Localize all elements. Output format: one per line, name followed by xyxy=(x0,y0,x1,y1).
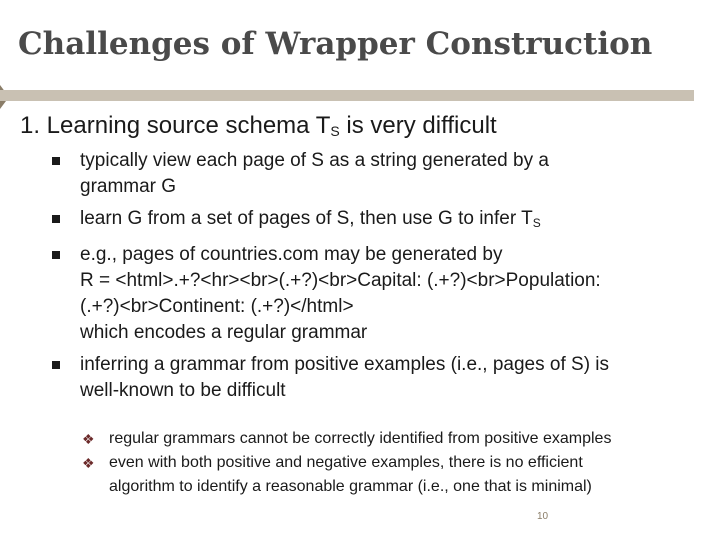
bullet-item xyxy=(52,148,702,200)
bullet-subscript: S xyxy=(532,216,541,230)
title-rule xyxy=(0,90,694,101)
bullet-item xyxy=(52,352,702,404)
diamond-bullet-icon: ❖ xyxy=(82,455,95,471)
square-bullet-icon xyxy=(52,251,60,259)
heading-text: 1. Learning source schema T xyxy=(20,112,331,139)
heading-tail: is very difficult xyxy=(339,112,497,139)
sub-bullet-item xyxy=(82,427,712,451)
square-bullet-icon xyxy=(52,215,60,223)
bullet-line: e.g., pages of countries.com may be generated by xyxy=(80,244,503,265)
page-number: 10 xyxy=(537,511,549,522)
bullet-line: typically view each page of S as a string generated by a xyxy=(80,150,549,171)
square-bullet-icon xyxy=(52,361,60,369)
bullet-line: which encodes a regular grammar xyxy=(80,322,368,343)
bullet-line: well-known to be difficult xyxy=(80,380,286,401)
slide-title: Challenges of Wrapper Construction xyxy=(18,26,653,62)
heading-subscript: S xyxy=(330,123,340,139)
bullet-item xyxy=(52,242,702,346)
bullet-line: grammar G xyxy=(80,176,177,197)
bullet-text: learn G from a set of pages of S, then use G to infer T xyxy=(80,208,533,229)
section-heading xyxy=(20,112,497,140)
bullet-list xyxy=(52,148,702,410)
sub-bullet-line: regular grammars cannot be correctly identified from positive examples xyxy=(109,430,612,447)
sub-bullet-line: algorithm to identify a reasonable grammar (i.e., one that is minimal) xyxy=(109,478,592,495)
bullet-line: R = <html>.+?<hr><br>(.+?)<br>Capital: (.+?)<br>Population: xyxy=(80,270,601,291)
sub-bullet-list xyxy=(82,427,712,499)
bullet-line: (.+?)<br>Continent: (.+?)</html> xyxy=(80,296,354,317)
diamond-bullet-icon: ❖ xyxy=(82,431,95,447)
sub-bullet-line: even with both positive and negative examples, there is no efficient xyxy=(109,454,583,471)
bullet-item xyxy=(52,206,702,236)
square-bullet-icon xyxy=(52,157,60,165)
sub-bullet-item xyxy=(82,451,712,499)
bullet-line xyxy=(80,206,702,236)
bullet-line: inferring a grammar from positive examples (i.e., pages of S) is xyxy=(80,354,610,375)
